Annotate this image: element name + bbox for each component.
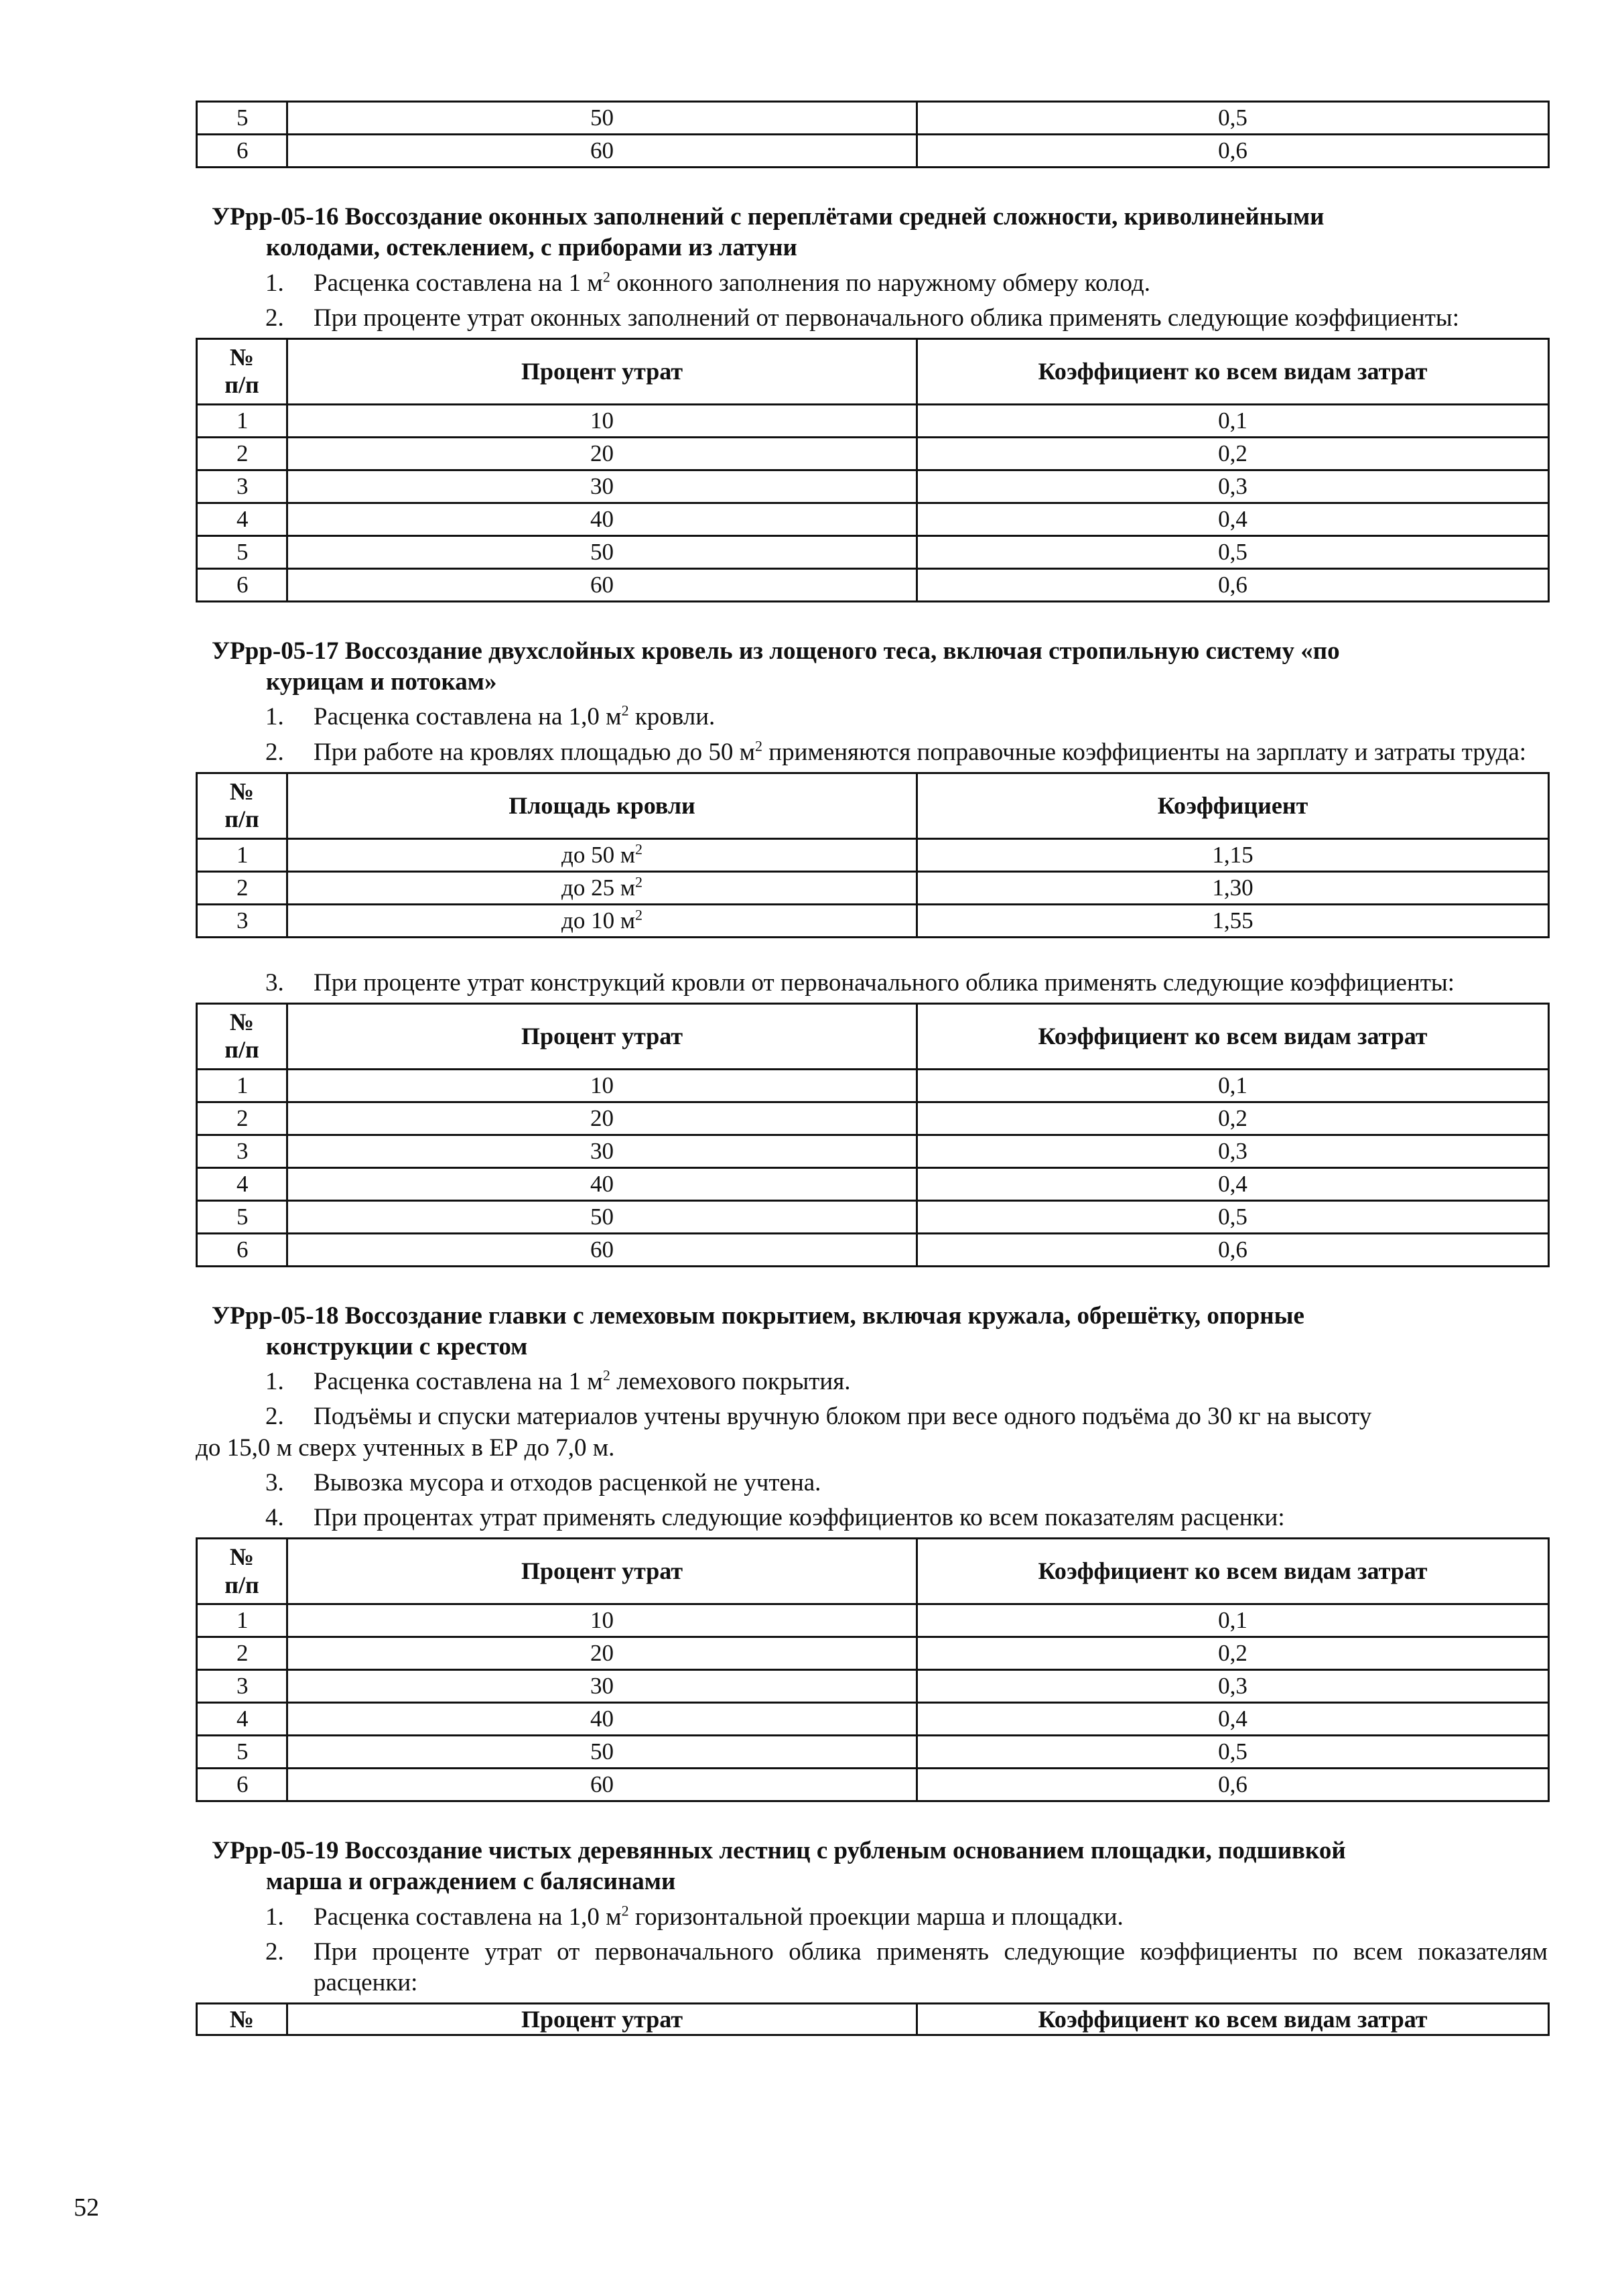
percent-cell: 50 [287, 1200, 917, 1233]
table-row [197, 1736, 1549, 1769]
coef-cell: 1,30 [917, 871, 1549, 904]
paragraph [196, 737, 1548, 768]
percent-cell: 20 [287, 1637, 917, 1670]
percent-cell: 20 [287, 437, 917, 470]
percent-cell: 30 [287, 1670, 917, 1703]
row-number: 1 [197, 1604, 287, 1637]
section-title [196, 636, 1548, 698]
list-number: 1. [265, 1368, 284, 1396]
percent-cell: 50 [287, 102, 917, 135]
col-header-number: № п/п [197, 773, 287, 838]
table-row [197, 102, 1549, 135]
title-line: колодами, остеклением, с приборами из латуни [266, 234, 797, 262]
col-header-coef: Коэффициент ко всем видам затрат [917, 339, 1549, 405]
paragraph [196, 1503, 1548, 1533]
row-number: 4 [197, 1703, 287, 1736]
table-header-row [197, 2004, 1549, 2035]
paragraph-text: оконного заполнения по наружному обмеру колод. [610, 269, 1150, 297]
superscript: 2 [602, 268, 610, 285]
paragraph-text: Расценка составлена на 1,0 м [314, 1903, 622, 1931]
row-number: 6 [197, 135, 287, 168]
col-header-number: № [197, 2004, 287, 2035]
percent-cell: 60 [287, 1233, 917, 1266]
table-row [197, 503, 1549, 535]
table-row [197, 1233, 1549, 1266]
col-header-coef: Коэффициент ко всем видам затрат [917, 1539, 1549, 1604]
percent-cell: 60 [287, 568, 917, 601]
coef-cell: 0,3 [917, 1670, 1549, 1703]
title-line: УРрр-05-18 Воссоздание главки с лемеховым покрытием, включая кружала, обрешётку, опорные [212, 1301, 1304, 1330]
list-number: 2. [265, 1403, 284, 1431]
table-row [197, 1769, 1549, 1801]
paragraph [196, 1902, 1548, 1933]
paragraph-text: Подъёмы и спуски материалов учтены вручную блоком при весе одного подъёма до 30 кг на высоту [314, 1403, 1372, 1431]
coef-cell: 0,2 [917, 437, 1549, 470]
paragraph [196, 268, 1548, 299]
section-05-16 [196, 202, 1548, 264]
col-header-coef: Коэффициент [917, 773, 1549, 838]
list-number: 2. [265, 738, 284, 766]
percent-cell: 20 [287, 1102, 917, 1135]
table-row [197, 1670, 1549, 1703]
col-header-percent: Процент утрат [287, 1539, 917, 1604]
col-header-percent: Процент утрат [287, 2004, 917, 2035]
table-header-row [197, 1539, 1549, 1604]
table-row [197, 1102, 1549, 1135]
table-header-row [197, 1003, 1549, 1069]
col-header-percent: Процент утрат [287, 1003, 917, 1069]
list-number: 4. [265, 1504, 284, 1532]
coef-cell: 0,5 [917, 1736, 1549, 1769]
row-number: 3 [197, 470, 287, 503]
table-row [197, 1135, 1549, 1167]
superscript: 2 [621, 702, 629, 719]
paragraph-text: При работе на кровлях площадью до 50 м [314, 738, 756, 766]
table-header-row [197, 773, 1549, 838]
paragraph-text: При проценте утрат конструкций кровли от первоначального облика применять следующие коэффициенты: [314, 968, 1455, 997]
table-row [197, 470, 1549, 503]
row-number: 3 [197, 1135, 287, 1167]
coef-cell: 0,1 [917, 1069, 1549, 1102]
table-row [197, 1167, 1549, 1200]
title-line: марша и ограждением с балясинами [266, 1868, 676, 1896]
coef-cell: 0,6 [917, 135, 1549, 168]
percent-cell: 40 [287, 503, 917, 535]
col-header-percent: Процент утрат [287, 339, 917, 405]
coef-cell: 0,1 [917, 1604, 1549, 1637]
paragraph [196, 1468, 1548, 1498]
section-05-17 [196, 636, 1548, 698]
area-cell: до 50 $м^2$ [287, 838, 917, 871]
paragraph [196, 1937, 1548, 1999]
area-cell: до 25 $м^2$ [287, 871, 917, 904]
coef-cell: 0,1 [917, 404, 1549, 437]
row-number: 5 [197, 535, 287, 568]
losses-table-05-18 [196, 1537, 1550, 1802]
paragraph-text: кровли. [628, 703, 716, 731]
section-05-18 [196, 1301, 1548, 1363]
row-number: 2 [197, 1637, 287, 1670]
table-row [197, 1703, 1549, 1736]
col-header-roof-area: Площадь кровли [287, 773, 917, 838]
title-line: УРрр-05-17 Воссоздание двухслойных кровель из лощеного теса, включая стропильную систему «по [212, 637, 1340, 665]
coef-cell: 0,4 [917, 1167, 1549, 1200]
coef-cell: 0,4 [917, 1703, 1549, 1736]
table-row [197, 437, 1549, 470]
percent-cell: 30 [287, 1135, 917, 1167]
losses-table-05-16 [196, 338, 1550, 602]
superscript: 2 [621, 1902, 629, 1919]
paragraph-text: лемехового покрытия. [610, 1368, 851, 1396]
row-number: 5 [197, 1736, 287, 1769]
row-number: 2 [197, 871, 287, 904]
percent-cell: 10 [287, 1604, 917, 1637]
list-number: 3. [265, 968, 284, 997]
table-row [197, 1069, 1549, 1102]
coef-cell: 0,4 [917, 503, 1549, 535]
section-title [196, 202, 1548, 264]
paragraph-text: Расценка составлена на 1 м [314, 269, 603, 297]
paragraph-text: Вывозка мусора и отходов расценкой не учтена. [314, 1468, 821, 1496]
paragraph-text: применяются поправочные коэффициенты на зарплату и затраты труда: [762, 738, 1527, 766]
row-number: 3 [197, 1670, 287, 1703]
row-number: 3 [197, 904, 287, 937]
row-number: 6 [197, 1769, 287, 1801]
superscript: 2 [755, 737, 763, 755]
col-header-number: № п/п [197, 1003, 287, 1069]
section-title [196, 1301, 1548, 1363]
table-row [197, 1637, 1549, 1670]
coef-cell: 0,5 [917, 1200, 1549, 1233]
coef-cell: 0,5 [917, 102, 1549, 135]
percent-cell: 30 [287, 470, 917, 503]
paragraph [196, 303, 1548, 334]
paragraph-text: Расценка составлена на 1 м [314, 1368, 603, 1396]
list-number: 1. [265, 269, 284, 297]
col-header-coef: Коэффициент ко всем видам затрат [917, 1003, 1549, 1069]
table-row [197, 135, 1549, 168]
percent-cell: 40 [287, 1167, 917, 1200]
table-row [197, 871, 1549, 904]
list-number: 1. [265, 1903, 284, 1931]
percent-cell: 10 [287, 1069, 917, 1102]
coef-cell: 0,6 [917, 568, 1549, 601]
title-line: УРрр-05-16 Воссоздание оконных заполнений с переплётами средней сложности, криволинейными [212, 203, 1325, 231]
top-continuation-table [196, 101, 1550, 168]
paragraph-text: Расценка составлена на 1,0 м [314, 703, 622, 731]
col-header-number: № п/п [197, 339, 287, 405]
title-line: конструкции с крестом [266, 1332, 528, 1360]
table-row [197, 838, 1549, 871]
row-number: 4 [197, 1167, 287, 1200]
list-number: 2. [265, 1937, 284, 1966]
table-row [197, 1604, 1549, 1637]
page-number: 52 [74, 2193, 99, 2222]
superscript: 2 [602, 1366, 610, 1384]
row-number: 5 [197, 102, 287, 135]
list-number: 1. [265, 703, 284, 731]
row-number: 1 [197, 1069, 287, 1102]
title-line: курицам и потокам» [266, 668, 497, 696]
list-number: 2. [265, 304, 284, 332]
row-number: 5 [197, 1200, 287, 1233]
table-row [197, 1200, 1549, 1233]
col-header-number: № п/п [197, 1539, 287, 1604]
row-number: 4 [197, 503, 287, 535]
row-number: 1 [197, 404, 287, 437]
percent-cell: 50 [287, 535, 917, 568]
table-row [197, 904, 1549, 937]
row-number: 2 [197, 437, 287, 470]
paragraph-text: горизонтальной проекции марша и площадки. [628, 1903, 1124, 1931]
paragraph-text: При проценте утрат оконных заполнений от первоначального облика применять следующие коэффициенты: [314, 304, 1460, 332]
row-number: 6 [197, 568, 287, 601]
paragraph [196, 1401, 1548, 1464]
percent-cell: 60 [287, 1769, 917, 1801]
paragraph [196, 702, 1548, 732]
percent-cell: 40 [287, 1703, 917, 1736]
coef-cell: 0,5 [917, 535, 1549, 568]
page-content [196, 101, 1548, 2036]
coef-cell: 0,2 [917, 1637, 1549, 1670]
table-row [197, 404, 1549, 437]
losses-table-05-17 [196, 1003, 1550, 1267]
coef-cell: 0,6 [917, 1769, 1549, 1801]
percent-cell: 10 [287, 404, 917, 437]
losses-table-05-19 [196, 2002, 1550, 2036]
paragraph-text: При процентах утрат применять следующие коэффициентов ко всем показателям расценки: [314, 1504, 1285, 1532]
roof-area-table [196, 772, 1550, 938]
coef-cell: 1,55 [917, 904, 1549, 937]
coef-cell: 0,2 [917, 1102, 1549, 1135]
paragraph-text: до 15,0 м сверх учтенных в ЕР до 7,0 м. [196, 1433, 615, 1462]
coef-cell: 0,3 [917, 470, 1549, 503]
coef-cell: 1,15 [917, 838, 1549, 871]
percent-cell: 50 [287, 1736, 917, 1769]
percent-cell: 60 [287, 135, 917, 168]
row-number: 6 [197, 1233, 287, 1266]
area-cell: до 10 $м^2$ [287, 904, 917, 937]
paragraph-text: При проценте утрат от первоначального облика применять следующие коэффициенты по всем показателям расценки: [314, 1937, 1548, 1997]
coef-cell: 0,6 [917, 1233, 1549, 1266]
list-number: 3. [265, 1468, 284, 1496]
paragraph [196, 1366, 1548, 1397]
row-number: 1 [197, 838, 287, 871]
row-number: 2 [197, 1102, 287, 1135]
table-header-row [197, 339, 1549, 405]
table-row [197, 535, 1549, 568]
paragraph [196, 968, 1548, 999]
section-05-19 [196, 1836, 1548, 1898]
table-row [197, 568, 1549, 601]
section-title [196, 1836, 1548, 1898]
col-header-coef: Коэффициент ко всем видам затрат [917, 2004, 1549, 2035]
title-line: УРрр-05-19 Воссоздание чистых деревянных лестниц с рубленым основанием площадки, подшивкой [212, 1837, 1346, 1865]
coef-cell: 0,3 [917, 1135, 1549, 1167]
